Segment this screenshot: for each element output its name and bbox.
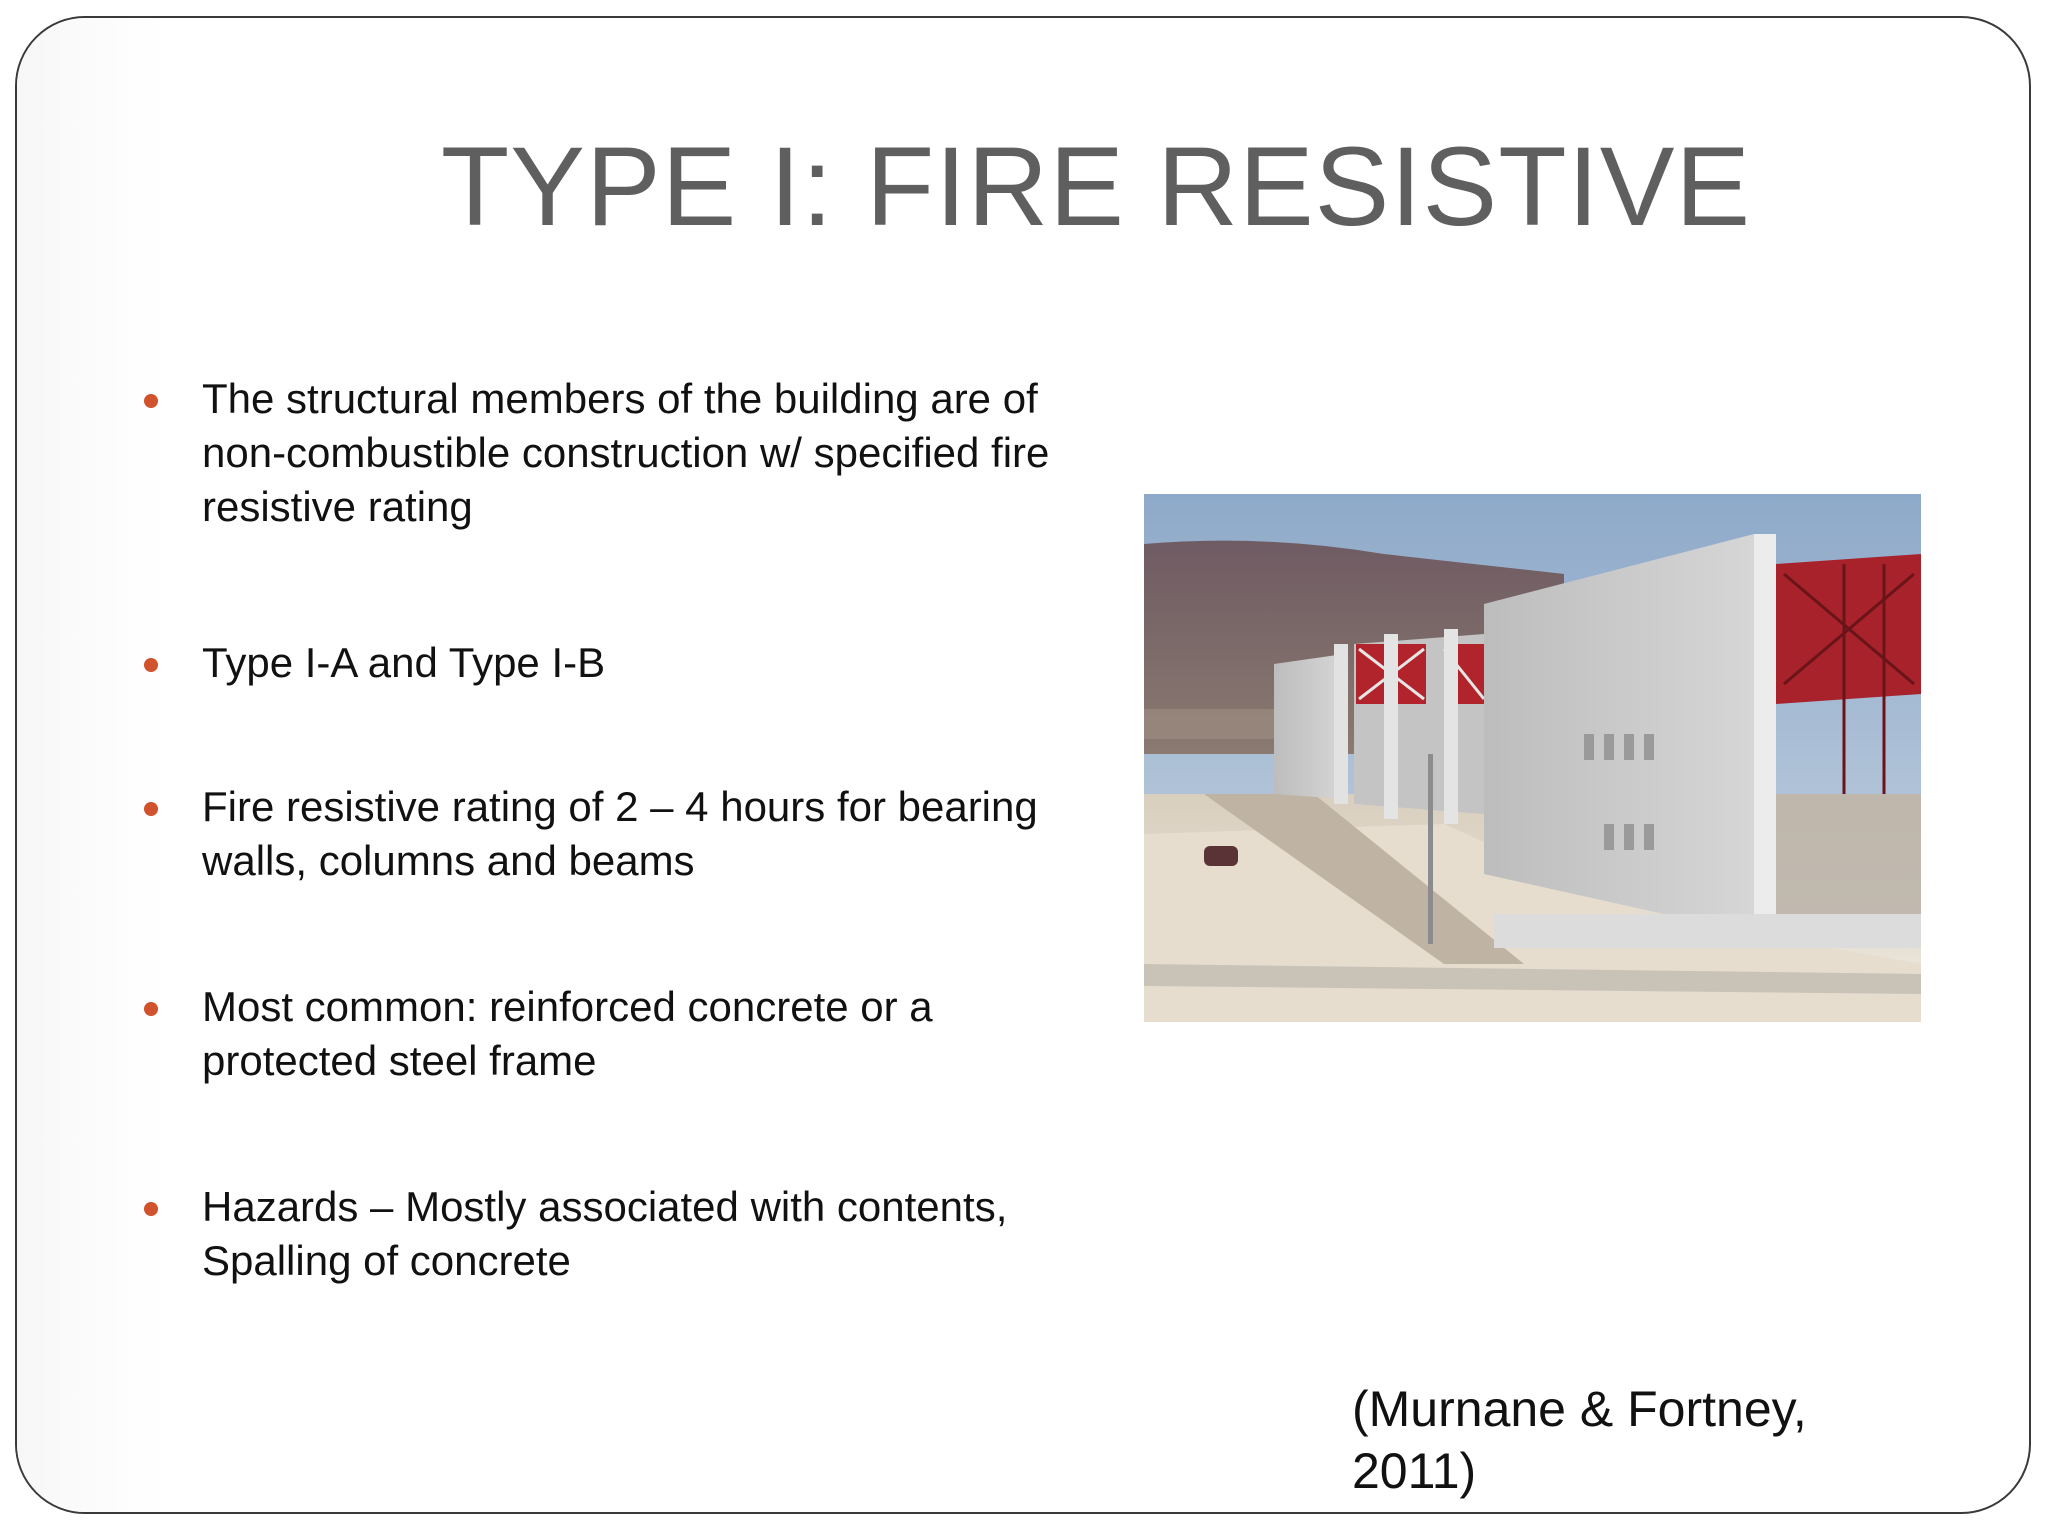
bullet-line: protected steel frame — [202, 1037, 597, 1084]
bullet-dot-icon — [144, 802, 158, 816]
bullet-dot-icon — [144, 1002, 158, 1016]
bullet-line: Fire resistive rating of 2 – 4 hours for bearing — [202, 783, 1038, 830]
bullet-line: Hazards – Mostly associated with contents, — [202, 1183, 1008, 1230]
bullet-item — [140, 980, 1140, 1088]
bullet-item — [140, 636, 1140, 690]
building-photo — [1144, 494, 1921, 1022]
bullet-dot-icon — [144, 1202, 158, 1216]
bullet-item — [140, 1180, 1140, 1288]
citation — [1352, 1378, 1807, 1502]
bullet-item — [140, 372, 1140, 534]
bullet-item — [140, 780, 1140, 888]
bullet-line: resistive rating — [202, 483, 473, 530]
bullet-line: Spalling of concrete — [202, 1237, 571, 1284]
bullet-line: Most common: reinforced concrete or a — [202, 983, 933, 1030]
bullet-line: The structural members of the building are of — [202, 375, 1038, 422]
citation-line: 2011) — [1352, 1443, 1477, 1499]
slide-title-text: TYPE I: FIRE RESISTIVE — [440, 124, 1752, 249]
bullet-line: non-combustible construction w/ specified fire — [202, 429, 1050, 476]
bullet-dot-icon — [144, 658, 158, 672]
citation-line: (Murnane & Fortney, — [1352, 1381, 1807, 1437]
bullet-dot-icon — [144, 394, 158, 408]
bullet-list — [140, 372, 1140, 1288]
bullet-line: Type I-A and Type I-B — [202, 639, 606, 686]
bullet-line: walls, columns and beams — [202, 837, 695, 884]
slide-title — [0, 122, 2048, 252]
